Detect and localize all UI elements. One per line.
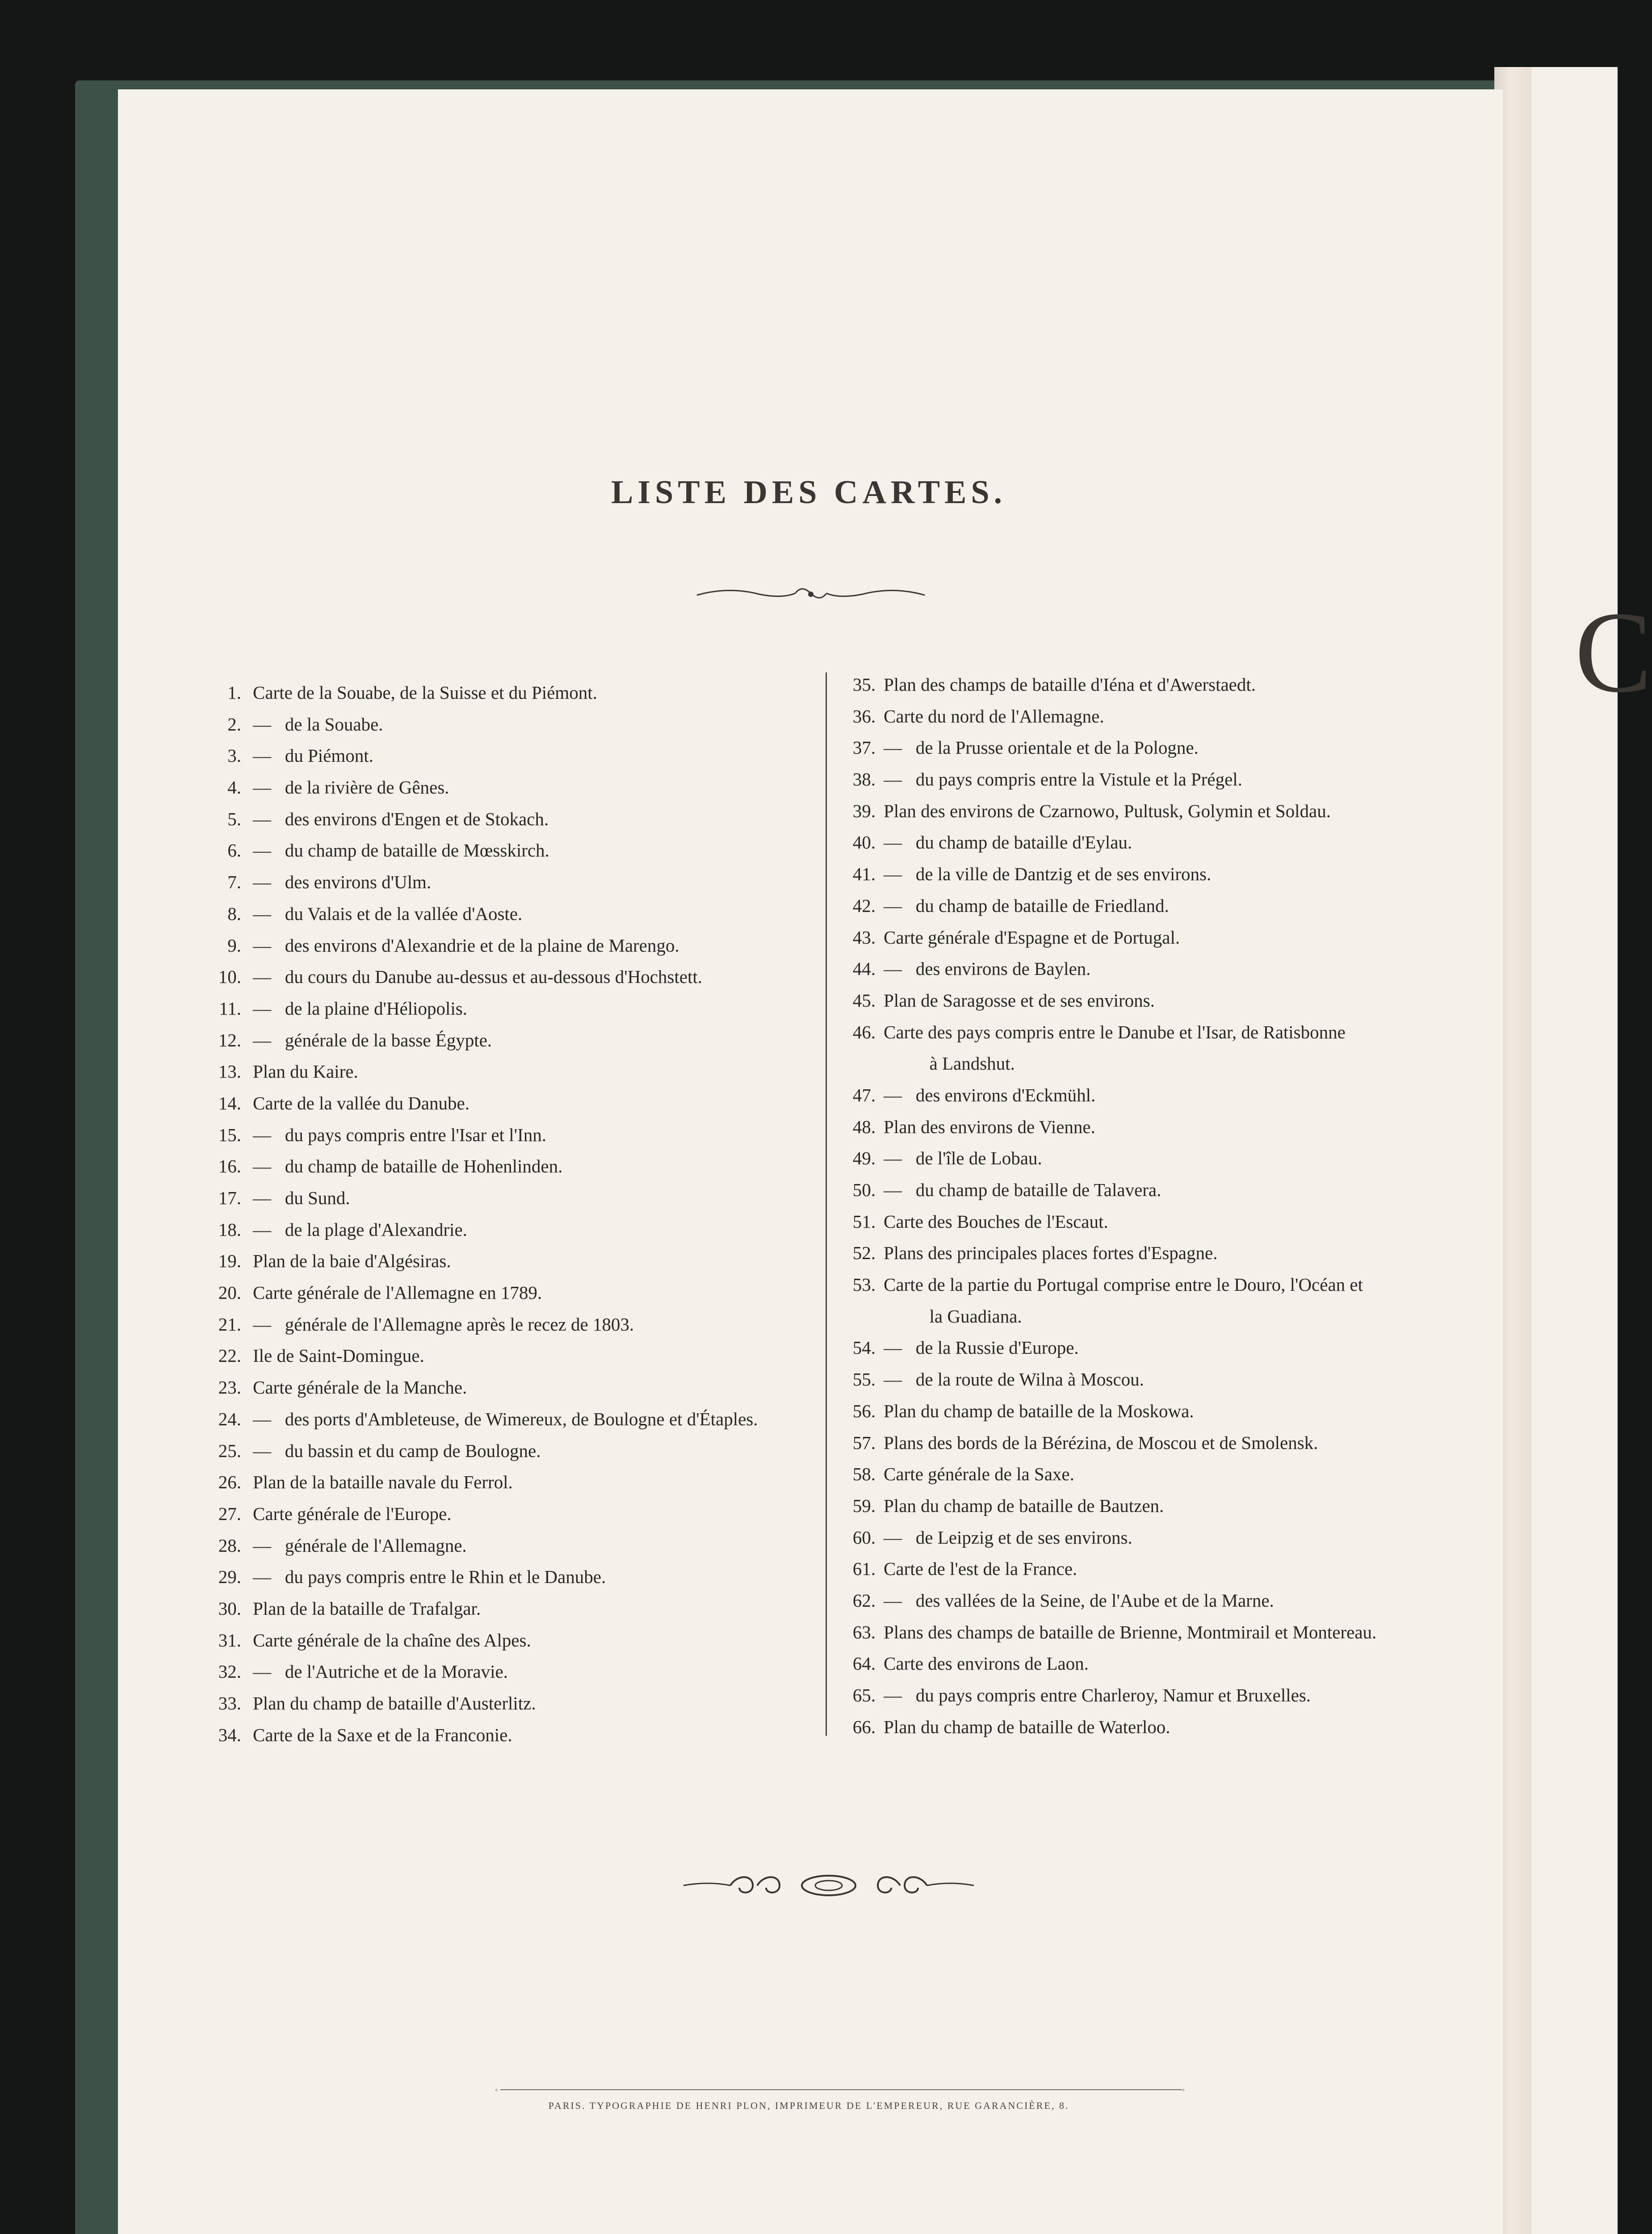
map-list-entry [210, 1656, 758, 1688]
map-title: Plan de la bataille de Trafalgar. [253, 1598, 481, 1619]
map-title: Plan du champ de bataille de Waterloo. [884, 1716, 1170, 1737]
column-divider [826, 672, 827, 1736]
map-number: 28. [218, 1535, 241, 1556]
map-number: 38. [852, 769, 876, 790]
map-title: — générale de l'Allemagne après le recez de 1803. [253, 1314, 634, 1335]
map-number: 66. [852, 1716, 876, 1737]
map-title: — des vallées de la Seine, de l'Aube et de la Marne. [884, 1590, 1274, 1611]
map-number: 33. [218, 1693, 241, 1713]
map-list-entry [210, 677, 758, 709]
map-title: — de l'île de Lobau. [884, 1148, 1042, 1169]
map-number: 27. [218, 1503, 241, 1524]
map-title: — générale de la basse Égypte. [253, 1029, 492, 1050]
map-list-entry [832, 1206, 1376, 1238]
map-list-entry [210, 993, 758, 1025]
map-title: — de la rivière de Gênes. [253, 777, 449, 798]
map-list-entry [832, 1427, 1376, 1459]
map-list-entry [210, 740, 758, 772]
map-list-entry [832, 1458, 1376, 1490]
map-list-entry [832, 985, 1376, 1016]
map-list-entry [210, 1561, 758, 1593]
map-title: Carte générale de la chaîne des Alpes. [253, 1629, 531, 1650]
map-number: 47. [852, 1084, 876, 1105]
map-list-entry [210, 1625, 758, 1656]
map-title: — de la plage d'Alexandrie. [253, 1219, 467, 1240]
map-number: 20. [218, 1282, 241, 1303]
map-number: 45. [852, 990, 876, 1011]
map-title: — des environs d'Alexandrie et de la plaine de Marengo. [253, 935, 679, 956]
map-number: 61. [852, 1558, 876, 1579]
map-number: 56. [852, 1400, 876, 1421]
map-number: 53. [852, 1274, 876, 1295]
map-title: Plan du champ de bataille d'Austerlitz. [253, 1693, 536, 1713]
map-list-entry [832, 795, 1376, 827]
map-title: — du pays compris entre le Rhin et le Danube. [253, 1566, 606, 1587]
map-number: 3. [227, 745, 241, 766]
map-number: 2. [227, 714, 241, 735]
map-number: 42. [852, 895, 876, 916]
map-list-entry [210, 961, 758, 993]
map-number: 52. [852, 1243, 876, 1264]
map-list-entry [832, 1142, 1376, 1174]
map-number: 30. [218, 1598, 241, 1619]
map-title: — du champ de bataille de Friedland. [884, 895, 1169, 916]
map-list-entry [210, 930, 758, 962]
map-number: 9. [227, 935, 241, 956]
map-list-entry [832, 1174, 1376, 1206]
map-number: 19. [218, 1251, 241, 1272]
map-title: Plans des champs de bataille de Brienne, Montmirail et Montereau. [884, 1621, 1377, 1642]
map-list-entry [210, 1025, 758, 1056]
map-number: 64. [852, 1653, 876, 1674]
map-number: 25. [218, 1440, 241, 1461]
map-number: 24. [218, 1408, 241, 1429]
map-title: Carte des Bouches de l'Escaut. [884, 1211, 1108, 1232]
map-title: Carte des pays compris entre le Danube et l'Isar, de Ratisbonne [884, 1021, 1346, 1042]
map-list-entry [210, 709, 758, 740]
map-list-entry [832, 858, 1376, 890]
next-page-letter: C [1575, 588, 1652, 717]
map-number: 51. [852, 1211, 876, 1232]
map-title: — des environs d'Eckmühl. [884, 1084, 1096, 1105]
map-list-entry [210, 1088, 758, 1119]
map-list-entry [210, 1593, 758, 1625]
map-title: Plan du champ de bataille de la Moskowa. [884, 1400, 1194, 1421]
map-list-entry [210, 1372, 758, 1403]
map-title: — du bassin et du camp de Boulogne. [253, 1440, 541, 1461]
map-number: 58. [852, 1464, 876, 1485]
map-number: 31. [218, 1629, 241, 1650]
map-title: Plan du champ de bataille de Bautzen. [884, 1495, 1164, 1516]
map-number: 39. [852, 800, 876, 821]
map-list-entry [832, 1079, 1376, 1111]
map-number: 44. [852, 958, 876, 979]
map-list-entry [832, 1301, 1376, 1332]
page-title: LISTE DES CARTES. [611, 474, 1007, 511]
map-list-entry [210, 1466, 758, 1498]
printer-imprint: PARIS. TYPOGRAPHIE DE HENRI PLON, IMPRIMEUR DE L'EMPEREUR, RUE GARANCIÈRE, 8. [548, 2100, 1069, 2111]
map-list-entry [210, 772, 758, 803]
map-title: — générale de l'Allemagne. [253, 1535, 467, 1556]
map-number: 34. [218, 1724, 241, 1745]
map-list-entry [832, 953, 1376, 985]
map-number: 60. [852, 1527, 876, 1548]
map-list-entry [832, 764, 1376, 795]
map-list-entry [210, 1309, 758, 1340]
map-list-entry [210, 1119, 758, 1151]
map-title: Plan de Saragosse et de ses environs. [884, 990, 1155, 1011]
map-list-entry [832, 1553, 1376, 1585]
map-list-entry [832, 1111, 1376, 1143]
map-number: 43. [852, 927, 876, 948]
map-list-entry [832, 1490, 1376, 1522]
map-list-entry [210, 1688, 758, 1719]
map-list-entry [210, 1403, 758, 1435]
map-list-entry [210, 803, 758, 835]
map-list-entry [210, 1340, 758, 1372]
map-list-entry [210, 1498, 758, 1530]
map-title: Plans des principales places fortes d'Espagne. [884, 1243, 1218, 1264]
map-title: — du champ de bataille de Talavera. [884, 1180, 1161, 1200]
next-page [1531, 67, 1618, 2234]
map-title: — de la Prusse orientale et de la Pologne. [884, 737, 1199, 758]
map-title: — de la Souabe. [253, 714, 383, 735]
imprint-rule-right-dot: ◦ [1182, 2085, 1185, 2095]
map-title: Carte de la Souabe, de la Suisse et du Piémont. [253, 682, 597, 703]
map-list-entry [210, 1182, 758, 1214]
map-list-entry [832, 1237, 1376, 1269]
map-title: — des environs d'Engen et de Stokach. [253, 808, 549, 829]
map-title: — du cours du Danube au-dessus et au-dessous d'Hochstett. [253, 966, 703, 987]
map-list-entry [210, 1151, 758, 1182]
map-number: 62. [852, 1590, 876, 1611]
map-number: 13. [218, 1061, 241, 1082]
map-title: Ile de Saint-Domingue. [253, 1345, 424, 1366]
map-number: 40. [852, 832, 876, 853]
map-list-entry [832, 732, 1376, 764]
map-number: 46. [852, 1021, 876, 1042]
map-number: 54. [852, 1337, 876, 1358]
map-list-entry [210, 1056, 758, 1088]
map-title: Plan des champs de bataille d'Iéna et d'Awerstaedt. [884, 674, 1256, 695]
imprint-rule-left-dot: ◦ [495, 2085, 499, 2095]
map-title: — des environs de Baylen. [884, 958, 1091, 979]
map-title: Plans des bords de la Bérézina, de Moscou et de Smolensk. [884, 1432, 1318, 1453]
map-title: — de la plaine d'Héliopolis. [253, 998, 467, 1019]
map-list-entry [210, 1719, 758, 1751]
map-title: — de l'Autriche et de la Moravie. [253, 1661, 508, 1682]
map-title: Plan des environs de Vienne. [884, 1116, 1095, 1137]
map-list-entry [832, 1711, 1376, 1743]
map-number: 14. [218, 1092, 241, 1113]
map-title: — du Piémont. [253, 745, 373, 766]
map-list-right-column [832, 669, 1376, 1743]
map-number: 7. [227, 872, 241, 893]
map-title: Carte générale de l'Europe. [253, 1503, 452, 1524]
map-list-entry [832, 669, 1376, 701]
map-list-entry [832, 1522, 1376, 1554]
map-number [832, 1048, 884, 1079]
map-title: — du pays compris entre l'Isar et l'Inn. [253, 1124, 546, 1145]
map-number: 16. [218, 1156, 241, 1177]
map-title: Carte générale d'Espagne et de Portugal. [884, 927, 1180, 948]
map-title: Carte de l'est de la France. [884, 1558, 1078, 1579]
map-title: — du pays compris entre Charleroy, Namur et Bruxelles. [884, 1685, 1311, 1705]
map-number: 55. [852, 1369, 876, 1390]
map-title: Plan de la bataille navale du Ferrol. [253, 1472, 513, 1493]
map-number: 11. [219, 998, 241, 1019]
map-title: la Guadiana. [884, 1306, 1022, 1327]
map-title: — de la Russie d'Europe. [884, 1337, 1079, 1358]
map-number: 26. [218, 1472, 241, 1493]
map-number: 49. [852, 1148, 876, 1169]
map-list-entry [210, 1435, 758, 1467]
map-number: 41. [852, 864, 876, 885]
map-title: Carte générale de l'Allemagne en 1789. [253, 1282, 542, 1303]
bottom-ornament [681, 1870, 976, 1901]
map-list-entry [832, 1048, 1376, 1079]
map-list-entry [832, 1395, 1376, 1427]
map-number [832, 1301, 884, 1332]
map-list-entry [210, 1530, 758, 1562]
map-title: Carte générale de la Manche. [253, 1377, 467, 1398]
map-number: 15. [218, 1124, 241, 1145]
map-number: 4. [227, 777, 241, 798]
map-number: 10. [218, 966, 241, 987]
map-title: — du pays compris entre la Vistule et la Prégel. [884, 769, 1242, 790]
map-title: — du Valais et de la vallée d'Aoste. [253, 903, 523, 924]
map-title: — du champ de bataille de Mœsskirch. [253, 840, 549, 861]
map-number: 29. [218, 1566, 241, 1587]
map-title: Carte de la vallée du Danube. [253, 1092, 470, 1113]
map-title: — de la route de Wilna à Moscou. [884, 1369, 1144, 1390]
map-list-entry [832, 701, 1376, 732]
map-number: 37. [852, 737, 876, 758]
map-number: 5. [227, 808, 241, 829]
map-number: 23. [218, 1377, 241, 1398]
map-list-entry [210, 835, 758, 866]
map-title: à Landshut. [884, 1053, 1015, 1074]
map-number: 36. [852, 705, 876, 726]
map-number: 22. [218, 1345, 241, 1366]
map-number: 59. [852, 1495, 876, 1516]
map-list-entry [832, 922, 1376, 953]
map-number: 65. [852, 1685, 876, 1705]
map-number: 1. [227, 682, 241, 703]
map-title: — du champ de bataille d'Eylau. [884, 832, 1132, 853]
map-number: 48. [852, 1116, 876, 1137]
map-number: 57. [852, 1432, 876, 1453]
map-list-entry [210, 1277, 758, 1309]
map-number: 8. [227, 903, 241, 924]
map-list-entry [210, 1245, 758, 1277]
map-number: 17. [218, 1188, 241, 1208]
map-list-entry [832, 890, 1376, 922]
map-title: — du Sund. [253, 1188, 350, 1208]
map-list-entry [210, 898, 758, 930]
map-list-entry [832, 1617, 1376, 1648]
map-number: 63. [852, 1621, 876, 1642]
map-number: 35. [852, 674, 876, 695]
map-title: — du champ de bataille de Hohenlinden. [253, 1156, 563, 1177]
map-title: — des ports d'Ambleteuse, de Wimereux, de Boulogne et d'Étaples. [253, 1408, 758, 1429]
map-title: — des environs d'Ulm. [253, 872, 432, 893]
map-title: Carte de la partie du Portugal comprise entre le Douro, l'Océan et [884, 1274, 1363, 1295]
map-list-entry [832, 1364, 1376, 1395]
map-number: 32. [218, 1661, 241, 1682]
map-title: Plan des environs de Czarnowo, Pultusk, Golymin et Soldau. [884, 800, 1331, 821]
map-number: 18. [218, 1219, 241, 1240]
map-list-entry [832, 1648, 1376, 1680]
map-list-left-column [210, 677, 758, 1751]
map-number: 6. [227, 840, 241, 861]
map-number: 21. [218, 1314, 241, 1335]
map-number: 50. [852, 1180, 876, 1200]
map-title: — de la ville de Dantzig et de ses environs. [884, 864, 1212, 885]
map-number: 12. [218, 1029, 241, 1050]
map-list-entry [832, 1016, 1376, 1048]
map-list-entry [832, 1332, 1376, 1364]
map-list-entry [210, 866, 758, 898]
imprint-rule [500, 2089, 1182, 2090]
map-title: — de Leipzig et de ses environs. [884, 1527, 1132, 1548]
map-title: Carte générale de la Saxe. [884, 1464, 1074, 1485]
map-list-entry [832, 1680, 1376, 1711]
map-list-entry [210, 1214, 758, 1246]
title-ornament [692, 581, 929, 608]
map-list-entry [832, 1585, 1376, 1617]
map-title: Carte du nord de l'Allemagne. [884, 705, 1104, 726]
map-list-entry [832, 1269, 1376, 1301]
map-list-entry [832, 827, 1376, 858]
map-title: Carte des environs de Laon. [884, 1653, 1089, 1674]
map-title: Carte de la Saxe et de la Franconie. [253, 1724, 512, 1745]
map-title: Plan du Kaire. [253, 1061, 358, 1082]
map-title: Plan de la baie d'Algésiras. [253, 1251, 451, 1272]
